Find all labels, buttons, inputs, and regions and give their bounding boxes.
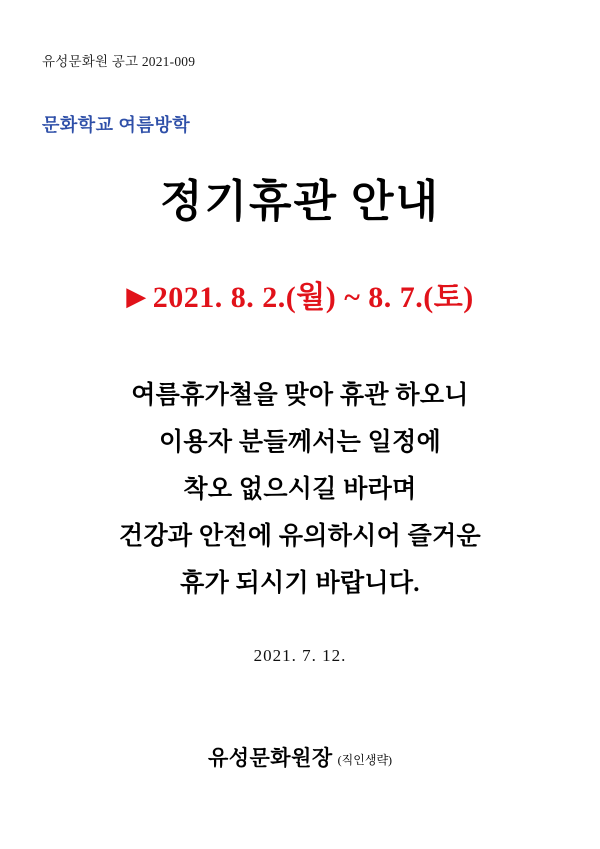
notice-number: 유성문화원 공고 2021-009 <box>42 54 196 69</box>
page-title: 정기휴관 안내 <box>159 177 441 226</box>
issue-date: 2021. 7. 12. <box>253 646 347 665</box>
signature-name: 유성문화원장 <box>207 746 333 770</box>
seal-omitted-note: (직인생략) <box>337 753 393 767</box>
body-line: 이용자 분들께서는 일정에 <box>158 429 442 456</box>
closure-date-range <box>0 272 600 316</box>
body-line: 여름휴가철을 맞아 휴관 하오니 <box>131 382 469 409</box>
subject-line: 문화학교 여름방학 <box>42 115 191 135</box>
closure-date-range-text: 2021. 8. 2.(월) ~ 8. 7.(토) <box>152 281 474 314</box>
body-line: 휴가 되시기 바랍니다. <box>180 570 420 597</box>
body-line: 착오 없으시길 바라며 <box>183 476 417 503</box>
right-triangle-icon: ▶ <box>126 282 147 311</box>
notice-body <box>0 372 600 607</box>
body-line: 건강과 안전에 유의하시어 즐거운 <box>119 523 481 550</box>
signature-block <box>0 742 600 772</box>
